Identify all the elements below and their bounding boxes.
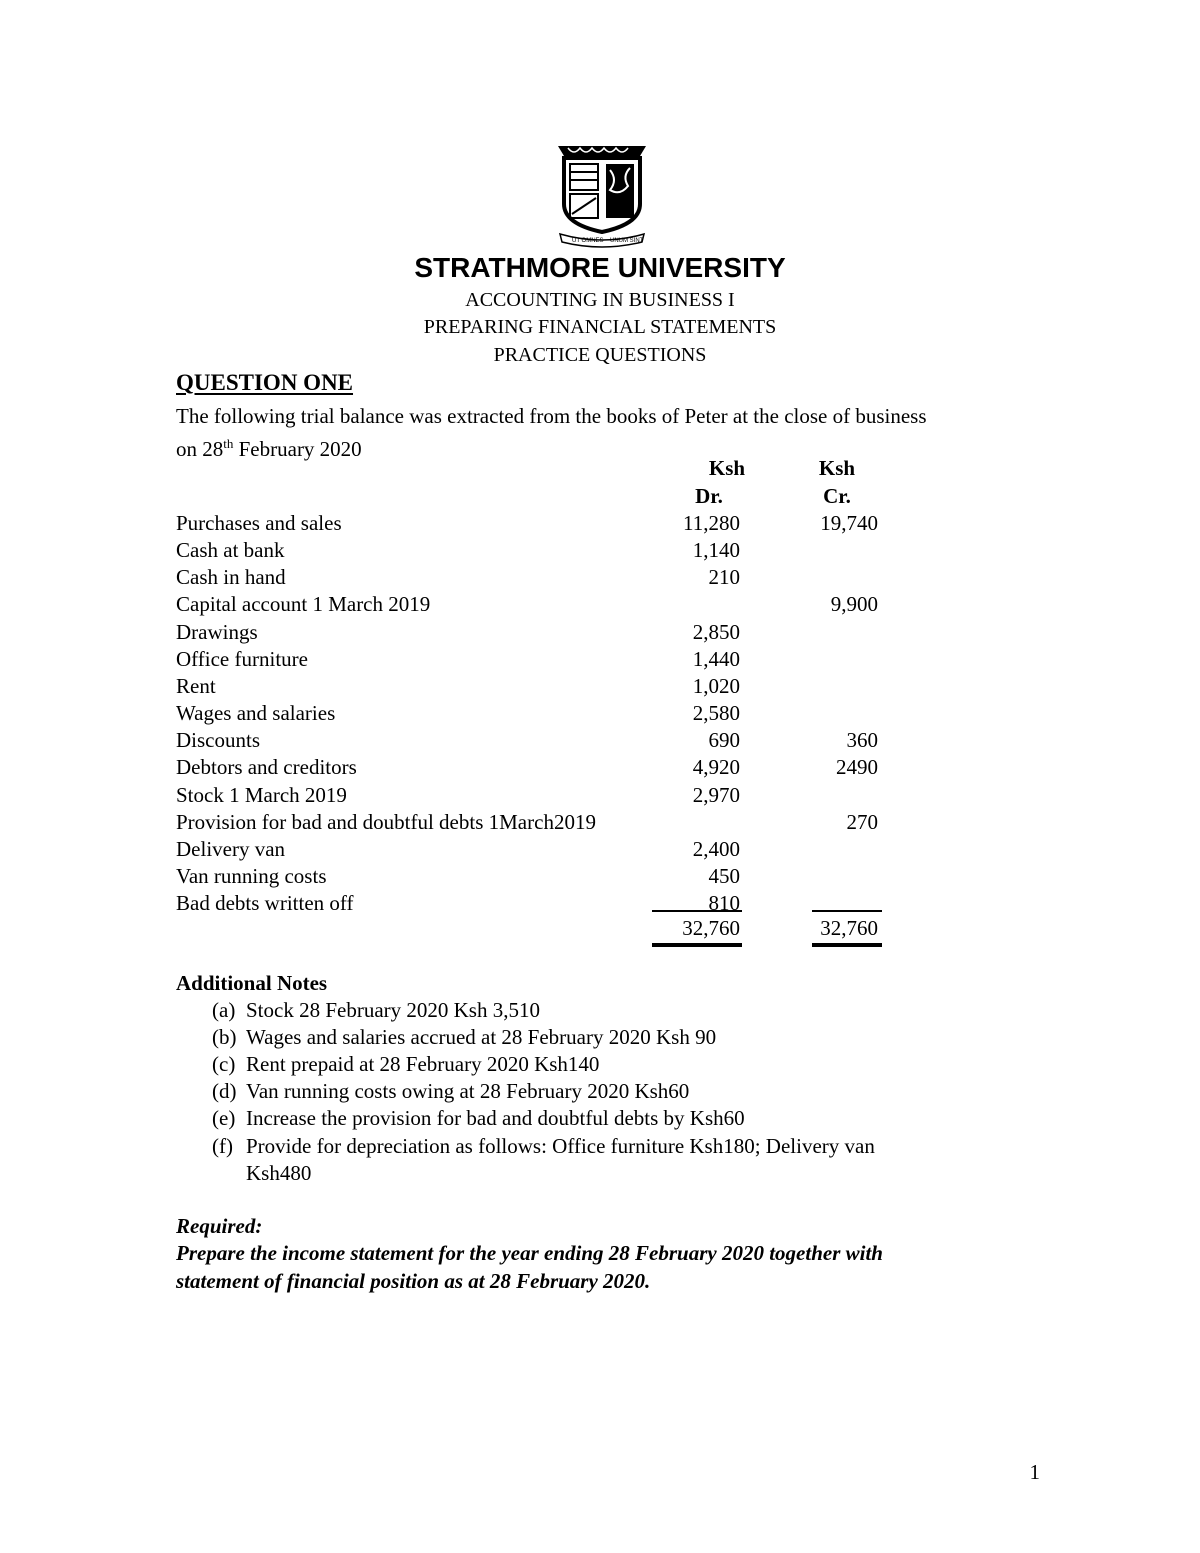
trial-balance-row-dr: 690 <box>708 728 740 752</box>
note-item <box>212 1106 745 1131</box>
dr-total-double-rule <box>652 943 742 947</box>
note-letter: (e) <box>212 1106 236 1130</box>
note-letter: (c) <box>212 1052 236 1076</box>
note-item <box>212 998 540 1023</box>
trial-balance-row-label: Cash in hand <box>176 565 286 589</box>
note-item <box>212 1079 689 1104</box>
note-text: Van running costs owing at 28 February 2020 Ksh60 <box>246 1079 690 1103</box>
trial-balance-row-cr: 9,900 <box>830 592 878 616</box>
note-item <box>212 1134 875 1159</box>
trial-balance-row-label: Provision for bad and doubtful debts 1March2019 <box>176 810 596 834</box>
trial-balance-row-cr: 270 <box>846 810 878 834</box>
dr-total: 32,760 <box>682 916 740 940</box>
trial-balance-row-label: Office furniture <box>176 647 308 671</box>
trial-balance-row-label: Cash at bank <box>176 538 285 562</box>
trial-balance-row-dr: 4,920 <box>692 755 740 779</box>
crest-motto-right: UNUM SINT <box>610 238 644 244</box>
trial-balance-row-label: Stock 1 March 2019 <box>176 783 347 807</box>
trial-balance-row-label: Capital account 1 March 2019 <box>176 592 431 616</box>
required-line-1: Prepare the income statement for the year ending 28 February 2020 together with <box>176 1241 883 1265</box>
trial-balance-row-label: Van running costs <box>176 864 327 888</box>
note-item <box>212 1025 716 1050</box>
trial-balance-row-cr: 2490 <box>836 755 878 779</box>
note-letter: (b) <box>212 1025 237 1049</box>
trial-balance-row-dr: 2,580 <box>692 701 740 725</box>
dr-subtotal-rule <box>652 910 742 912</box>
trial-balance-row-dr: 2,400 <box>692 837 740 861</box>
cr-subtotal-rule <box>812 910 882 912</box>
note-letter: (a) <box>212 998 236 1022</box>
intro-line-2-prefix: on 28 <box>176 437 224 461</box>
trial-balance-row-label: Wages and salaries <box>176 701 336 725</box>
dr-column-header: Dr. <box>695 484 723 508</box>
dr-currency-header: Ksh <box>708 456 746 480</box>
required-label: Required: <box>176 1214 263 1238</box>
university-name: STRATHMORE UNIVERSITY <box>414 252 786 283</box>
trial-balance-row-label: Delivery van <box>176 837 286 861</box>
trial-balance-row-dr: 2,850 <box>692 620 740 644</box>
trial-balance-row-label: Debtors and creditors <box>176 755 357 779</box>
trial-balance-row-cr: 19,740 <box>820 511 878 535</box>
university-crest-logo <box>554 142 650 250</box>
note-text: Stock 28 February 2020 Ksh 3,510 <box>246 998 540 1022</box>
intro-line-1: The following trial balance was extracted from the books of Peter at the close of business <box>176 404 927 428</box>
note-text: Wages and salaries accrued at 28 February 2020 Ksh 90 <box>246 1025 717 1049</box>
note-item <box>212 1052 599 1077</box>
trial-balance-row-label: Discounts <box>176 728 260 752</box>
question-title: QUESTION ONE <box>176 370 354 395</box>
note-text: Rent prepaid at 28 February 2020 Ksh140 <box>246 1052 600 1076</box>
page-number: 1 <box>1029 1460 1040 1484</box>
note-text: Increase the provision for bad and doubtful debts by Ksh60 <box>246 1106 745 1130</box>
subtitle: PRACTICE QUESTIONS <box>493 344 707 366</box>
trial-balance-row-dr: 210 <box>708 565 740 589</box>
intro-line-2-sup: th <box>223 436 234 451</box>
crest-motto-left: UT OMNES <box>572 238 604 244</box>
trial-balance-row-dr: 1,140 <box>692 538 740 562</box>
note-letter: (d) <box>212 1079 237 1103</box>
topic-title: PREPARING FINANCIAL STATEMENTS <box>423 316 777 338</box>
note-letter: (f) <box>212 1134 233 1158</box>
intro-line-2-suffix: February 2020 <box>233 437 362 461</box>
note-text: Provide for depreciation as follows: Office furniture Ksh180; Delivery van <box>246 1134 875 1158</box>
required-line-2: statement of financial position as at 28 February 2020. <box>176 1269 651 1293</box>
trial-balance-row-label: Drawings <box>176 620 258 644</box>
notes-title: Additional Notes <box>176 971 328 995</box>
trial-balance-row-label: Bad debts written off <box>176 891 354 915</box>
trial-balance-row-dr: 450 <box>708 864 740 888</box>
trial-balance-row-cr: 360 <box>846 728 878 752</box>
trial-balance-row-dr: 1,440 <box>692 647 740 671</box>
cr-currency-header: Ksh <box>818 456 856 480</box>
course-title: ACCOUNTING IN BUSINESS I <box>465 289 735 311</box>
trial-balance-row-dr: 2,970 <box>692 783 740 807</box>
trial-balance-row-dr: 11,280 <box>683 511 740 535</box>
cr-total-double-rule <box>812 943 882 947</box>
trial-balance-row-label: Rent <box>176 674 216 698</box>
note-f-continuation: Ksh480 <box>246 1161 312 1185</box>
cr-total: 32,760 <box>820 916 878 940</box>
question-intro <box>176 402 1076 463</box>
cr-column-header: Cr. <box>823 484 851 508</box>
trial-balance-row-label: Purchases and sales <box>176 511 342 535</box>
trial-balance-row-dr: 810 <box>708 891 740 915</box>
trial-balance-row-dr: 1,020 <box>692 674 740 698</box>
